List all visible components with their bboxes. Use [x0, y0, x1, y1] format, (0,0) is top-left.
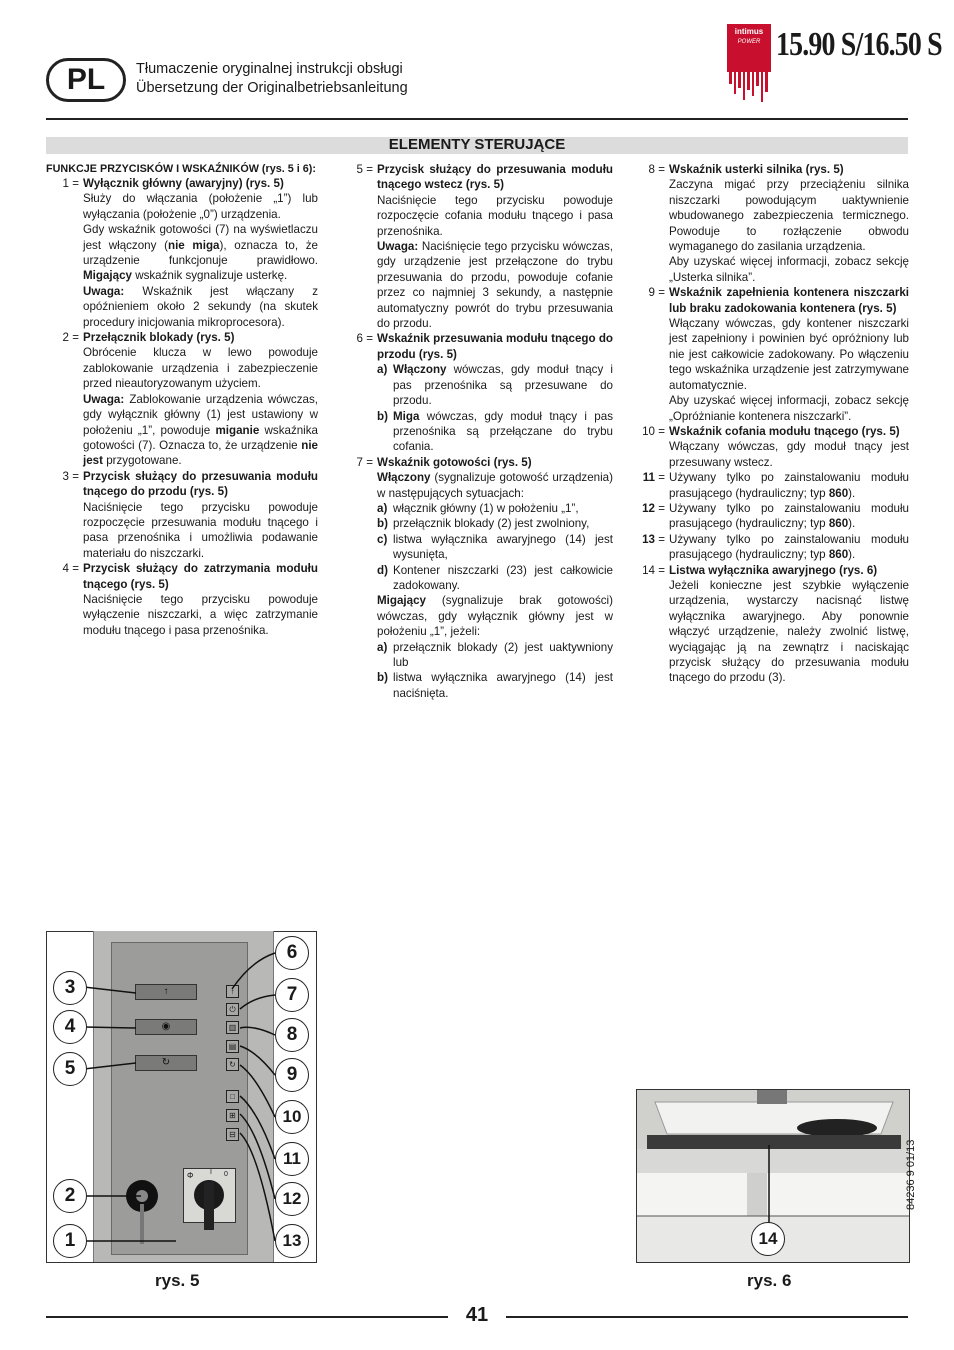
item-2: 2 = Przełącznik blokady (rys. 5) Obrócenie klucza w lewo powoduje zablokowanie urządzenia i zabezpieczenie przed nieautoryzowanym użyciem. Uwaga: Zablokowanie urządzenia wówczas, gdy wyłącznik główny (1) jest ustawiony w położeniu „1”, powoduje miganie wskaźnika gotowości (7). Oznacza to, że urządzenie nie jest przygotowane. [62, 331, 319, 468]
brand-subtext: POWER [737, 39, 761, 45]
item-text: Naciśnięcie tego przycisku powoduje wyłączenie niszczarki, a więc zatrzymanie modułu tnącego i pasa przenośnika. [83, 592, 318, 637]
item-text: Naciśnięcie tego przycisku powoduje rozpoczęcie przesuwania modułu tnącego i pasa przenośnika i umożliwia podawanie materiału do niszczarki. [83, 500, 318, 560]
item-title: Wskaźnik usterki silnika (rys. 5) [669, 163, 844, 176]
figure-6-caption: rys. 6 [747, 1271, 792, 1290]
item-note: Uwaga: Wskaźnik jest włączany z opóźnieniem około 2 sekundy (na skutek procedury inicjowania mikroprocesora). [83, 284, 318, 329]
item-text: Włączany wówczas, gdy kontener niszczarki jest zapełniony i powinien być opróżniony lub nie jest całkowicie zadokowany. Po włączeniu tego wskaźnika urządzenie jest zatrzymywane automatycznie. [669, 317, 909, 392]
item-title: Przycisk służący do zatrzymania modułu tnącego (rys. 5) [83, 562, 318, 591]
item-9: 9 = Wskaźnik zapełnienia kontenera niszczarki lub braku zadokowania kontenera (rys. 5) Włączany wówczas, gdy kontener niszczarki jest zapełniony i powinien być opróżniony lub nie jest całkowicie zadokowany. Po włączeniu tego wskaźnika urządzenie jest zatrzymywane automatycznie. Aby uzyskać więcej informacji, zobacz sekcję „Opróżnianie kontenera niszczarki”. [648, 286, 909, 423]
column-2 [340, 162, 613, 701]
switch-mark: Φ [187, 1171, 194, 1180]
reverse-indicator-icon: ↻ [226, 1058, 239, 1071]
item-text: Służy do włączania (położenie „1”) lub wyłączania (położenie „0”) urządzenia. [83, 192, 318, 221]
power-indicator-icon: ⏻ [226, 1003, 239, 1016]
header-title-pl: Tłumaczenie oryginalnej instrukcji obsługi [136, 61, 403, 77]
item-3: 3 = Przycisk służący do przesuwania modułu tnącego do przodu (rys. 5) Naciśnięcie tego przycisku powoduje rozpoczęcie przesuwania modułu tnącego i pasa przenośnika i umożliwia podawanie materiału do niszczarki. [62, 469, 318, 560]
column-3 [632, 162, 909, 686]
col1-heading: FUNKCJE PRZYCISKÓW I WSKAŹNIKÓW (rys. 5 i 6): [46, 163, 316, 175]
motor-fault-icon: ▥ [226, 1021, 239, 1034]
item-text: Migający (sygnalizuje brak gotowości) wówczas, gdy wyłącznik główny jest w położeniu „1”, jeżeli: [377, 594, 613, 639]
item-title: Przycisk służący do przesuwania modułu tnącego wstecz (rys. 5) [377, 163, 613, 192]
header-rule [46, 118, 908, 120]
item-text: Obrócenie klucza w lewo powoduje zablokowanie urządzenia i zabezpieczenie przed nieautoryzowanym użyciem. [83, 346, 318, 391]
item-text: Naciśnięcie tego przycisku powoduje rozpoczęcie cofania modułu tnącego i pasa przenośnika. [377, 193, 613, 238]
item-note: Uwaga: Zablokowanie urządzenia wówczas, gdy wyłącznik główny (1) jest ustawiony w położeniu „1”, powoduje miganie wskaźnika gotowości (7). Oznacza to, że urządzenie nie jest przygotowane. [83, 392, 319, 468]
callout-5: 5 [53, 1052, 87, 1086]
callout-3: 3 [53, 971, 87, 1005]
item-title: Przełącznik blokady (rys. 5) [83, 331, 235, 345]
forward-button: ↑ [135, 984, 197, 1000]
callout-6: 6 [275, 936, 309, 970]
callout-1: 1 [53, 1224, 87, 1258]
footer-rule-right [506, 1316, 908, 1318]
item-13: 13 = Używany tylko po zainstalowaniu modułu prasującego (hydrauliczny; typ 860). [642, 532, 909, 562]
callout-7: 7 [275, 978, 309, 1012]
item-title: Wskaźnik cofania modułu tnącego (rys. 5) [669, 424, 900, 438]
model-title: 15.90 S/16.50 S [776, 26, 942, 63]
callout-4: 4 [53, 1010, 87, 1044]
item-11: 11 = Używany tylko po zainstalowaniu modułu prasującego (hydrauliczny; typ 860). [642, 471, 909, 500]
item-title: Przycisk służący do przesuwania modułu tnącego do przodu (rys. 5) [83, 469, 318, 499]
section-title: ELEMENTY STERUJĄCE [388, 136, 566, 153]
callout-2: 2 [53, 1179, 87, 1213]
item-text: Włączany wówczas, gdy moduł tnący jest przesuwany wstecz. [669, 440, 909, 469]
item-5: 5 = Przycisk służący do przesuwania modułu tnącego wstecz (rys. 5) Naciśnięcie tego przycisku powoduje rozpoczęcie cofania modułu tnącego i pasa przenośnika. Uwaga: Naciśnięcie tego przycisku wówczas, gdy urządzenie jest przełączone do trybu przesuwania do przodu, powoduje cofanie przez co najmniej 3 sekundy, a następnie automatyczny powrót do trybu przesuwania do przodu. [356, 163, 613, 331]
callout-12: 12 [275, 1182, 309, 1216]
item-text: Zaczyna migać przy przeciążeniu silnika niszczarki powodującym uaktywnienie wbudowanego zabezpieczenia termicznego. Powoduje to rozłączenie obwodu wymaganego do zasilania urządzenia. [669, 178, 909, 254]
press-indicator-icon: □ [226, 1090, 239, 1103]
callout-13: 13 [275, 1224, 309, 1258]
item-14: 14 = Listwa wyłącznika awaryjnego (rys. 6) Jeżeli konieczne jest szybkie wyłączenie urządzenia, wystarczy nacisnąć listwę wyłącznika awaryjnego. Aby ponownie włączyć urządzenie, należy zwolnić listwę, wyciągając ją na zewnątrz i naciskając przycisk służący do przesuwania modułu tnącego do przodu (3). [642, 563, 909, 685]
item-1 [46, 176, 318, 330]
figure-5-caption: rys. 5 [155, 1271, 200, 1290]
item-title: Wskaźnik przesuwania modułu tnącego do przodu (rys. 5) [377, 332, 613, 361]
item-number: 1 = [62, 177, 79, 190]
stop-button: ◉ [135, 1019, 197, 1035]
switch-mark: 0 [224, 1171, 228, 1178]
switch-mark: I [210, 1169, 212, 1176]
language-badge: PL [46, 58, 126, 102]
forward-indicator-icon: ↑ [226, 985, 239, 998]
callout-10: 10 [275, 1100, 309, 1134]
item-title: Listwa wyłącznika awaryjnego (rys. 6) [669, 563, 878, 577]
callout-14: 14 [751, 1222, 785, 1256]
item-note: Uwaga: Naciśnięcie tego przycisku wówczas, gdy urządzenie jest przełączone do trybu przesuwania do przodu, powoduje cofanie przez co najmniej 3 sekundy, a następnie automatyczny powrót do trybu przesuwania do przodu. [377, 240, 613, 331]
container-full-icon: ▤ [226, 1040, 239, 1053]
item-text: Aby uzyskać więcej informacji, zobacz sekcję „Opróżnianie kontenera niszczarki”. [669, 394, 909, 423]
intimus-logo [727, 24, 771, 106]
item-12: 12 = Używany tylko po zainstalowaniu modułu prasującego (hydrauliczny; typ 860). [642, 501, 909, 531]
item-8: 8 = Wskaźnik usterki silnika (rys. 5) Zaczyna migać przy przeciążeniu silnika niszczarki powodującym uaktywnienie wbudowanego zabezpieczenia termicznego. Powoduje to rozłączenie obwodu wymaganego do zasilania urządzenia. Aby uzyskać więcej informacji, zobacz sekcję „Usterka silnika”. [648, 163, 909, 284]
header-title-de: Übersetzung der Originalbetriebsanleitung [136, 80, 408, 96]
footer-rule-left [46, 1316, 448, 1318]
item-text: Włączony (sygnalizuje gotowość urządzenia) w następujących sytuacjach: [377, 471, 613, 500]
item-title: Wskaźnik gotowości (rys. 5) [377, 455, 532, 469]
callout-9: 9 [275, 1058, 309, 1092]
press-indicator-icon: ⊞ [226, 1109, 239, 1122]
item-4: 4 = Przycisk służący do zatrzymania modułu tnącego (rys. 5) Naciśnięcie tego przycisku powoduje wyłączenie niszczarki, a więc zatrzymanie modułu tnącego i pasa przenośnika. [62, 562, 318, 637]
item-10: 10 = Wskaźnik cofania modułu tnącego (rys. 5) Włączany wówczas, gdy moduł tnący jest przesuwany wstecz. [642, 424, 909, 469]
item-title: Wskaźnik zapełnienia kontenera niszczarki lub braku zadokowania kontenera (rys. 5) [669, 286, 909, 315]
reverse-button: ↻ [135, 1055, 197, 1071]
callout-8: 8 [275, 1018, 309, 1052]
item-text: Jeżeli konieczne jest szybkie wyłączenie urządzenia, wystarczy nacisnąć listwę wyłącznika awaryjnego. Aby ponownie włączyć urządzenie, należy zwolnić listwę, wyciągając ją na zewnątrz i naciskając przycisk służący do przesuwania modułu tnącego do przodu (3). [669, 578, 909, 685]
item-7: 7 = Wskaźnik gotowości (rys. 5) Włączony (sygnalizuje gotowość urządzenia) w następujących sytuacjach: a) włącznik główny (1) w położeniu „1”, b) przełącznik blokady (2) jest zwolniony, c) listwa wyłącznika awaryjnego (14) jest wysunięta, d) Kontener niszczarki (23) jest całkowicie zadokowany. Migający (sygnalizuje brak gotowości) wówczas, gdy wyłącznik główny jest w położeniu „1”, jeżeli: a) przełącznik blokady (2) jest uaktywniony lub b) listwa wyłącznika awaryjnego (14) jest naciśnięta. [356, 455, 613, 700]
page-number: 41 [465, 1304, 489, 1326]
document-number: 84236 9 01/13 [905, 1139, 917, 1210]
item-text: Gdy wskaźnik gotowości (7) na wyświetlaczu jest włączony (nie miga), oznacza to, że urządzenie funkcjonuje prawidłowo. Migający wskaźnik sygnalizuje usterkę. [83, 223, 318, 283]
press-indicator-icon: ⊟ [226, 1128, 239, 1141]
figure-5-leaders [46, 931, 317, 1263]
item-text: Aby uzyskać więcej informacji, zobacz sekcję „Usterka silnika”. [669, 255, 909, 284]
callout-11: 11 [275, 1142, 309, 1176]
item-6: 6 = Wskaźnik przesuwania modułu tnącego do przodu (rys. 5) a) Włączony wówczas, gdy moduł tnący i pas przenośnika są przesuwane do przodu. b) Miga wówczas, gdy moduł tnący i pas przenośnika są przełączane do trybu cofania. [356, 332, 613, 454]
item-title: Wyłącznik główny (awaryjny) (rys. 5) [83, 177, 284, 190]
brand-text: intimus [734, 27, 764, 36]
column-1 [46, 162, 318, 638]
